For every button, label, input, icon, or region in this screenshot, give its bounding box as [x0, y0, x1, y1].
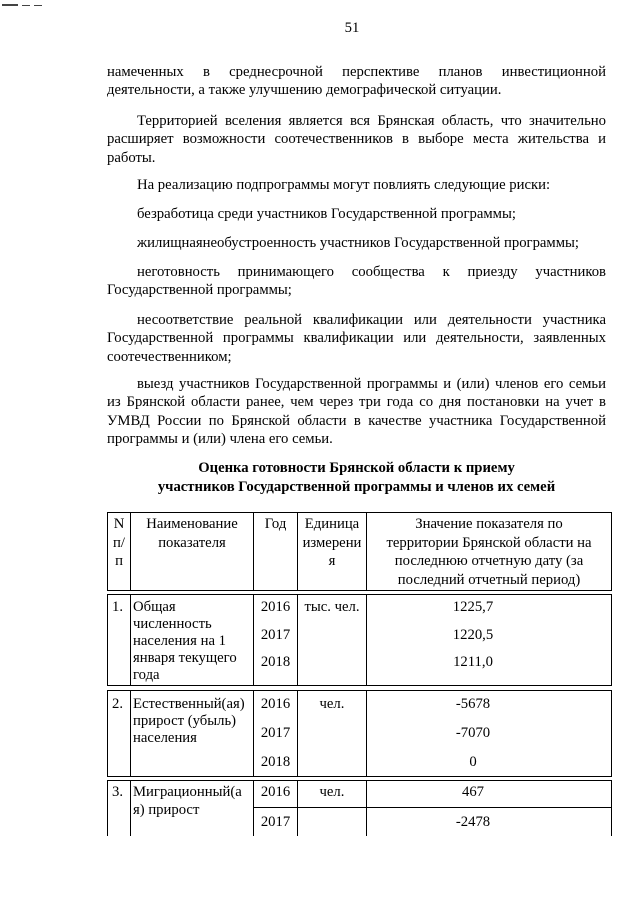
value: 467 — [461, 784, 485, 800]
text-line: неготовность принимающего сообщества к приезду участников — [137, 264, 606, 280]
header-line: п — [115, 553, 123, 570]
text-line: выезд участников Государственной программы и (или) членов его семьи — [137, 376, 606, 392]
indicator-name-line: населения — [133, 729, 197, 746]
header-line: N — [113, 516, 125, 532]
year: 2017 — [260, 814, 291, 830]
row-number: 2. — [112, 696, 124, 712]
header-year — [253, 513, 297, 590]
text-line: жилищнаянеобустроенность участников Государственной программы; — [137, 235, 579, 251]
text-line: деятельности, а также улучшению демографической ситуации. — [107, 82, 502, 99]
text-line: безработица среди участников Государственной программы; — [137, 206, 516, 222]
indicator-name — [130, 691, 253, 776]
indicator-name-line: января текущего — [133, 649, 237, 666]
paragraph-resettlement-territory — [107, 112, 606, 167]
header-line: территории Брянской области на — [386, 534, 592, 551]
indicator-name-line: прирост (убыль) — [133, 712, 237, 729]
indicator-name-line: Общая — [133, 598, 176, 615]
scan-artifact — [2, 4, 18, 6]
risk-item-unemployment — [107, 205, 606, 223]
table-row — [107, 690, 612, 777]
paragraph-risks-intro — [107, 176, 606, 194]
value-cell — [366, 781, 611, 836]
text-line: работы. — [107, 149, 156, 166]
indicator-name — [130, 781, 253, 836]
text-line: намеченных в среднесрочной перспективе планов инвестиционной — [107, 64, 606, 80]
paragraph-continuation — [107, 63, 606, 100]
text-line: Государственной программы; — [107, 282, 292, 299]
header-unit — [297, 513, 366, 590]
year-cell — [253, 781, 297, 836]
table-row — [107, 594, 612, 686]
indicator-name-line: года — [133, 666, 160, 683]
row-number: 1. — [112, 599, 124, 615]
year: 2018 — [260, 754, 291, 770]
indicator-name-line: численность — [133, 615, 212, 632]
text-line: расширяет возможности соотечественников в выборе места жительства и — [107, 131, 606, 148]
text-line: УМВД России по Брянской области в качестве участника Государственной — [107, 412, 606, 429]
table-title — [107, 459, 606, 496]
table-header-row — [107, 512, 612, 591]
header-line: последнюю отчетную дату (за — [394, 553, 584, 570]
scan-artifact — [34, 5, 42, 6]
value: -5678 — [455, 696, 491, 712]
risk-item-unpreparedness — [107, 263, 606, 300]
year: 2017 — [260, 626, 291, 643]
year-cell — [253, 595, 297, 685]
header-line: показателя — [158, 534, 226, 551]
text-line: соотечественником; — [107, 348, 232, 365]
text-line: Территорией вселения является вся Брянская область, что значительно — [137, 113, 606, 129]
indicator-name-line: Естественный(ая) — [133, 695, 245, 712]
risk-item-departure — [107, 375, 606, 449]
year: 2016 — [260, 784, 291, 800]
text-line: программы и (или) члена его семьи. — [107, 431, 333, 448]
value: -7070 — [455, 725, 491, 741]
indicator-name-line: населения на 1 — [133, 632, 226, 649]
year: 2016 — [260, 599, 291, 615]
header-line: Единица — [304, 516, 360, 532]
header-line: я — [328, 553, 336, 570]
indicator-name-line: Миграционный(а — [133, 784, 242, 800]
header-line: п/ — [113, 534, 125, 551]
value: 1211,0 — [453, 654, 493, 670]
header-indicator-name — [130, 513, 253, 590]
table-row — [107, 780, 612, 836]
header-line: последний отчетный период) — [397, 571, 581, 588]
year: 2018 — [260, 654, 291, 670]
value-cell — [366, 691, 611, 776]
value: 1220,5 — [452, 626, 494, 643]
scan-artifact — [22, 5, 30, 6]
year-cell — [253, 691, 297, 776]
value: 0 — [469, 754, 477, 770]
header-line: Наименование — [146, 516, 238, 532]
header-number — [108, 513, 130, 590]
value: -2478 — [455, 814, 491, 830]
text-line: из Брянской области ранее, чем через три года со дня постановки на учет в — [107, 394, 606, 411]
unit: тыс. чел. — [297, 595, 366, 685]
indicator-name-line: я) прирост — [133, 802, 200, 818]
header-line: Год — [264, 516, 287, 532]
year: 2016 — [260, 696, 291, 712]
value-cell — [366, 595, 611, 685]
text-line: На реализацию подпрограммы могут повлиять следующие риски: — [137, 177, 551, 193]
unit: чел. — [297, 691, 366, 776]
indicator-name — [130, 595, 253, 685]
value: 1225,7 — [452, 599, 494, 615]
page-number: 51 — [344, 20, 360, 36]
row-number: 3. — [112, 784, 124, 800]
text-line: Государственной программы квалификации или деятельности, заявленных — [107, 330, 606, 347]
subrow-divider — [253, 807, 611, 808]
table-title-line: участников Государственной программы и членов их семей — [157, 478, 556, 495]
unit: чел. — [297, 781, 366, 836]
year: 2017 — [260, 725, 291, 741]
risk-item-housing — [107, 234, 606, 252]
table-title-line: Оценка готовности Брянской области к приему — [198, 460, 515, 476]
header-line: измерени — [302, 534, 362, 551]
risk-item-qualification — [107, 311, 606, 366]
header-line: Значение показателя по — [415, 516, 563, 532]
text-line: несоответствие реальной квалификации или деятельности участника — [137, 312, 606, 328]
header-value — [366, 513, 611, 590]
